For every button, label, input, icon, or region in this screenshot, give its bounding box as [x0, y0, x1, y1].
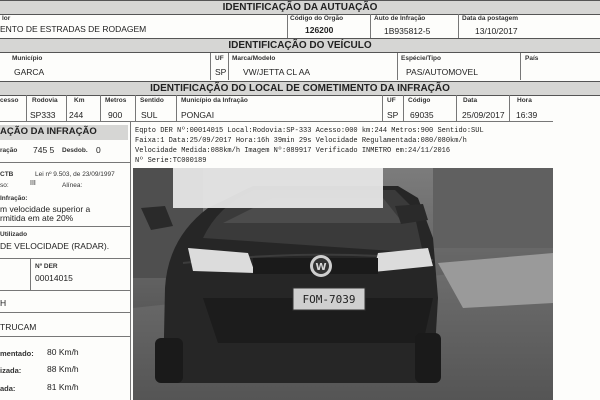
- rodovia-label: Rodovia: [32, 97, 58, 104]
- sentido-label: Sentido: [140, 97, 164, 104]
- infracao-codigo-value: 745 5: [33, 145, 55, 155]
- regulamentada-label: mentado:: [0, 349, 34, 358]
- trucam-text: TRUCAM: [0, 322, 37, 332]
- local-hora-value: 16:39: [516, 110, 538, 120]
- section-autuacao-title: IDENTIFICAÇÃO DA AUTUAÇÃO: [0, 0, 600, 15]
- equip-value: DE VELOCIDADE (RADAR).: [0, 241, 110, 251]
- overlay-line3: Velocidade Medida:088km/h Imagem Nº:089917 Verificado INMETRO em:24/11/2016: [135, 147, 451, 155]
- alinea-label: Alínea:: [62, 182, 83, 189]
- license-plate: FOM-7039: [302, 293, 356, 306]
- infracao-title: AÇÃO DA INFRAÇÃO: [0, 126, 97, 137]
- metros-label: Metros: [105, 97, 127, 104]
- local-uf-value: SP: [387, 110, 399, 120]
- orgao-label: lor: [2, 15, 11, 22]
- overlay-line1: Eqpto DER Nº:00014015 Local:Rodovia:SP-333 Acesso:000 km:244 Metros:900 Sentido:SUL: [135, 127, 484, 135]
- der-label: Nº DER: [35, 263, 58, 270]
- codigo-orgao-value: 126200: [305, 25, 334, 35]
- pais-label: País: [525, 55, 539, 62]
- local-hora-label: Hora: [517, 97, 532, 104]
- local-municipio-value: PONGAI: [181, 110, 215, 120]
- desc-line2: rmitida em ate 20%: [0, 213, 74, 223]
- section-veiculo-title: IDENTIFICAÇÃO DO VEÍCULO: [0, 38, 600, 53]
- local-data-label: Data: [463, 97, 478, 104]
- overlay-line4: Nº Serie:TC000189: [135, 157, 207, 165]
- rodovia-value: SP333: [30, 110, 56, 120]
- inciso-label: so:: [0, 182, 9, 189]
- local-data-value: 25/09/2017: [462, 110, 505, 120]
- infracao-codigo-label: ração: [0, 147, 18, 154]
- marca-label: Marca/Modelo: [232, 55, 276, 62]
- km-value: 244: [69, 110, 84, 120]
- der-value: 00014015: [35, 273, 73, 283]
- acesso-label: cesso: [0, 97, 19, 104]
- sentido-value: SUL: [141, 110, 158, 120]
- local-uf-label: UF: [387, 97, 396, 104]
- svg-text:W: W: [315, 262, 327, 273]
- especie-value: PAS/AUTOMOVEL: [406, 67, 478, 77]
- regulamentada-value: 80 Km/h: [47, 347, 79, 357]
- km-label: Km: [74, 97, 85, 104]
- desc-line1: m velocidade superior a: [0, 204, 91, 214]
- overlay-line2: Faixa:1 Data:25/09/2017 Hora:16h 39min 29s Velocidade Regulamentada:080/080km/h: [135, 137, 467, 145]
- desdob-label: Desdob.: [62, 147, 88, 154]
- equip-label: Utilizado: [0, 231, 28, 238]
- veiculo-municipio-label: Município: [12, 55, 43, 62]
- metros-value: 900: [108, 110, 123, 120]
- especie-label: Espécie/Tipo: [401, 55, 441, 62]
- local-codigo-value: 69035: [410, 110, 434, 120]
- auto-infracao-value: 1B935812-5: [384, 26, 431, 36]
- veiculo-uf-value: SP: [215, 67, 227, 77]
- local-municipio-label: Município da Infração: [181, 97, 248, 104]
- considerada-label: ada:: [0, 384, 16, 393]
- marca-value: VW/JETTA CL AA: [243, 67, 311, 77]
- considerada-value: 81 Km/h: [47, 382, 79, 392]
- postagem-value: 13/10/2017: [475, 26, 518, 36]
- medida-value: 88 Km/h: [47, 364, 79, 374]
- veiculo-municipio-value: GARCA: [14, 67, 45, 77]
- orgao-value: ENTO DE ESTRADAS DE RODAGEM: [0, 24, 147, 34]
- inciso-value: III: [30, 180, 36, 187]
- desc-label: Infração:: [0, 195, 28, 202]
- codigo-orgao-label: Código do Orgão: [290, 15, 344, 22]
- local-codigo-label: Código: [408, 97, 431, 104]
- section-local-title: IDENTIFICAÇÃO DO LOCAL DE COMETIMENTO DA INFRAÇÃO: [0, 81, 600, 96]
- radar-photo: [133, 168, 553, 400]
- auto-infracao-label: Auto de Infração: [374, 15, 426, 22]
- marca-fragment: H: [0, 298, 7, 308]
- desdob-value: 0: [96, 145, 101, 155]
- lei-text: Lei nº 9.503, de 23/09/1997: [35, 171, 115, 178]
- medida-label: izada:: [0, 366, 22, 375]
- postagem-label: Data da postagem: [462, 15, 518, 22]
- veiculo-uf-label: UF: [215, 55, 224, 62]
- ctb-label: CTB: [0, 171, 14, 178]
